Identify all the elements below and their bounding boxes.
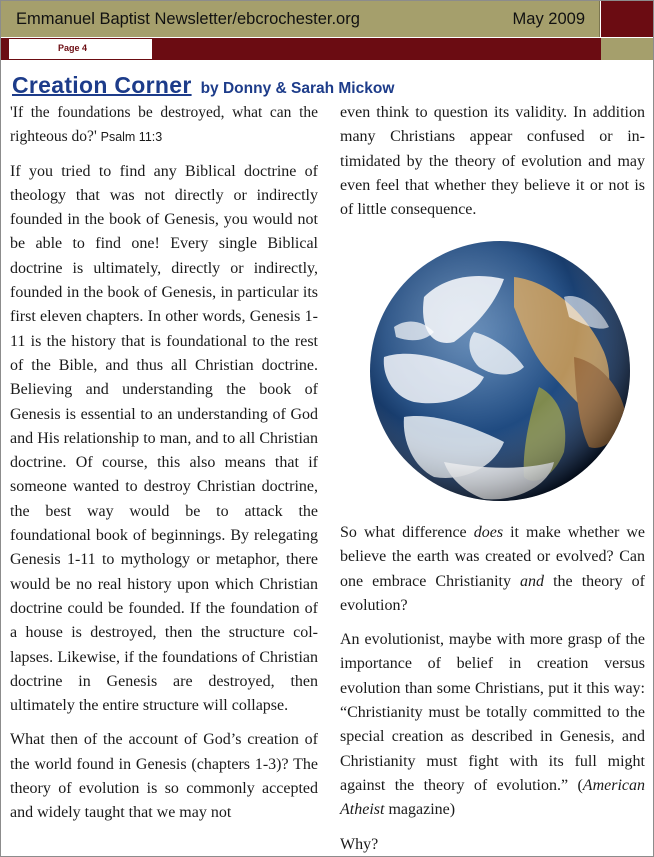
issue-date: May 2009: [512, 10, 585, 28]
page-number: Page 4: [58, 43, 88, 53]
paragraph-3-emphasis-2: and: [520, 572, 545, 590]
left-column: [10, 101, 318, 836]
earth-photo: [356, 237, 646, 512]
right-column-top: [340, 101, 645, 232]
paragraph-4: [340, 628, 645, 822]
paragraph-4-text-a: An evolutionist, maybe with more grasp of the importance of belief in creation versus evolution than some Christians, put it this way: “Christianity must be totally committed to the special creation as described in Genesis, and Christianity must fight with its full might against the theory of evolution.” (: [340, 631, 645, 794]
paragraph-3-emphasis: does: [473, 524, 504, 541]
paragraph-3-text-a: So what difference: [340, 524, 474, 541]
paragraph-1: If you tried to find any Biblical doctrine of theology that was not directly or indirectly founded in the book of Genesis, you would not be able to find one! Every single Biblical doctrine is ultimately, directly or indirectly, founded in the book of Genesis, in particular its first eleven chapters. In other words, Genesis 1-11 is the history that is foundational to the rest of the Bible, and thus all Christian doctrine. Believing and understanding the book of Genesis is essential to an understanding of God and His relationship to man, and to all Christian doctrine. Of course, this also means that if someone wanted to destroy Christian doctrine, the best way would be to attack the foundational book of beginnings. By relegating Genesis 1-11 to mythology or metaphor, there would be no real history upon which Christian doctrine could be founded. If the foundation of a house is destroyed, then the structure collapses. Likewise, if the foundations of Christian doctrine in Genesis are destroyed, then ultimately the entire structure will collapse.: [10, 162, 318, 715]
article-byline: by Donny & Sarah Mickow: [200, 80, 395, 97]
paragraph-2: What then of the account of God’s creation of the world found in Genesis (chapters 1-3)? The theory of evolution is so commonly accepted and widely taught that we may not: [10, 731, 318, 822]
paragraph-3-text-b: it make whether we believe the earth was created or evolved? Can one embrace Christianity: [340, 524, 645, 590]
page-bar-corner: [601, 38, 653, 60]
quote-text: 'If the foundations be destroyed, what can the righteous do?': [10, 104, 318, 146]
article-headline: [12, 72, 394, 99]
paragraph-5: Why?: [340, 835, 379, 853]
header-corner-block: [601, 1, 653, 37]
scripture-quote: [10, 101, 318, 150]
paragraph-4-text-b: magazine): [384, 801, 456, 819]
right-column-bottom: [340, 521, 645, 857]
paragraph-3-text-c: the theory of evolution?: [340, 572, 646, 614]
article-title: Creation Corner: [12, 72, 192, 98]
newsletter-header: [1, 1, 600, 37]
earth-globe-icon: [364, 237, 637, 505]
paragraph-3: [340, 521, 645, 618]
quote-reference: Psalm 11:3: [100, 130, 163, 145]
newsletter-title: Emmanuel Baptist Newsletter/ebcrochester.org: [16, 10, 360, 28]
magazine-name: American Atheist: [340, 776, 645, 819]
paragraph-2-continued: even think to question its validity. In addition many Christians appear confused or intimidated by the theory of evolution and may even feel that whether they believe it or not is of little consequence.: [340, 104, 645, 219]
